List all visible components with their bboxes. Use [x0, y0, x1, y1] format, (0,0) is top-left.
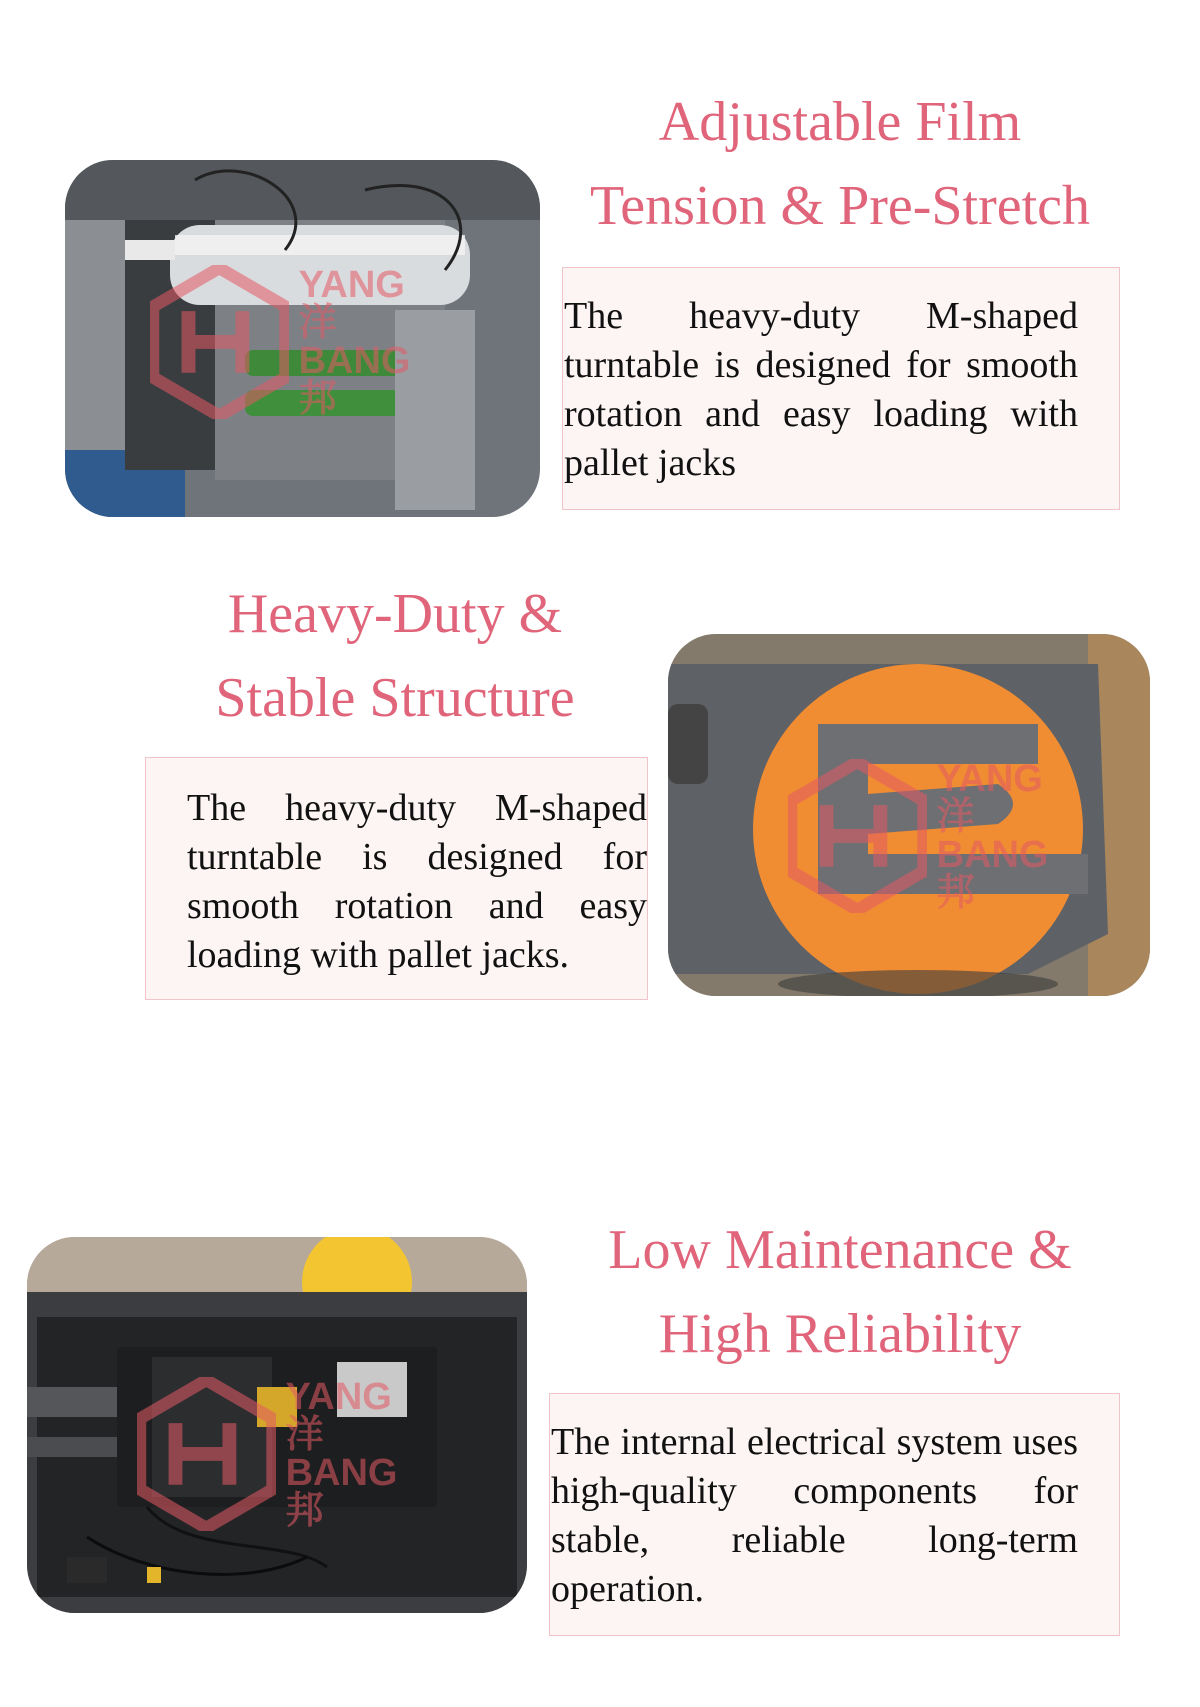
section-1-description: The heavy-duty M-shaped turntable is designed for smooth rotation and easy loading with pallet jacks: [564, 295, 1078, 484]
watermark-line2: BANG 邦: [298, 339, 411, 420]
electrical-cabinet-photo: [27, 1237, 527, 1613]
section-3-description: The internal electrical system uses high-quality components for stable, reliable long-term operation.: [551, 1421, 1078, 1610]
turntable-photo: [668, 634, 1150, 996]
section-2-title: Heavy-Duty & Stable Structure: [215, 583, 575, 729]
watermark-line2: BANG 邦: [285, 1451, 398, 1532]
watermark-line1: YANG 洋: [298, 263, 405, 344]
section-2-description: The heavy-duty M-shaped turntable is designed for smooth rotation and easy loading with pallet jacks.: [187, 787, 647, 976]
watermark-line1: YANG 洋: [936, 757, 1043, 838]
film-carriage-photo: [65, 160, 540, 517]
section-1-title: Adjustable Film Tension & Pre-Stretch: [590, 91, 1090, 237]
section-3-title: Low Maintenance & High Reliability: [608, 1219, 1072, 1365]
watermark-line1: YANG 洋: [285, 1375, 392, 1456]
watermark-line2: BANG 邦: [936, 833, 1049, 914]
